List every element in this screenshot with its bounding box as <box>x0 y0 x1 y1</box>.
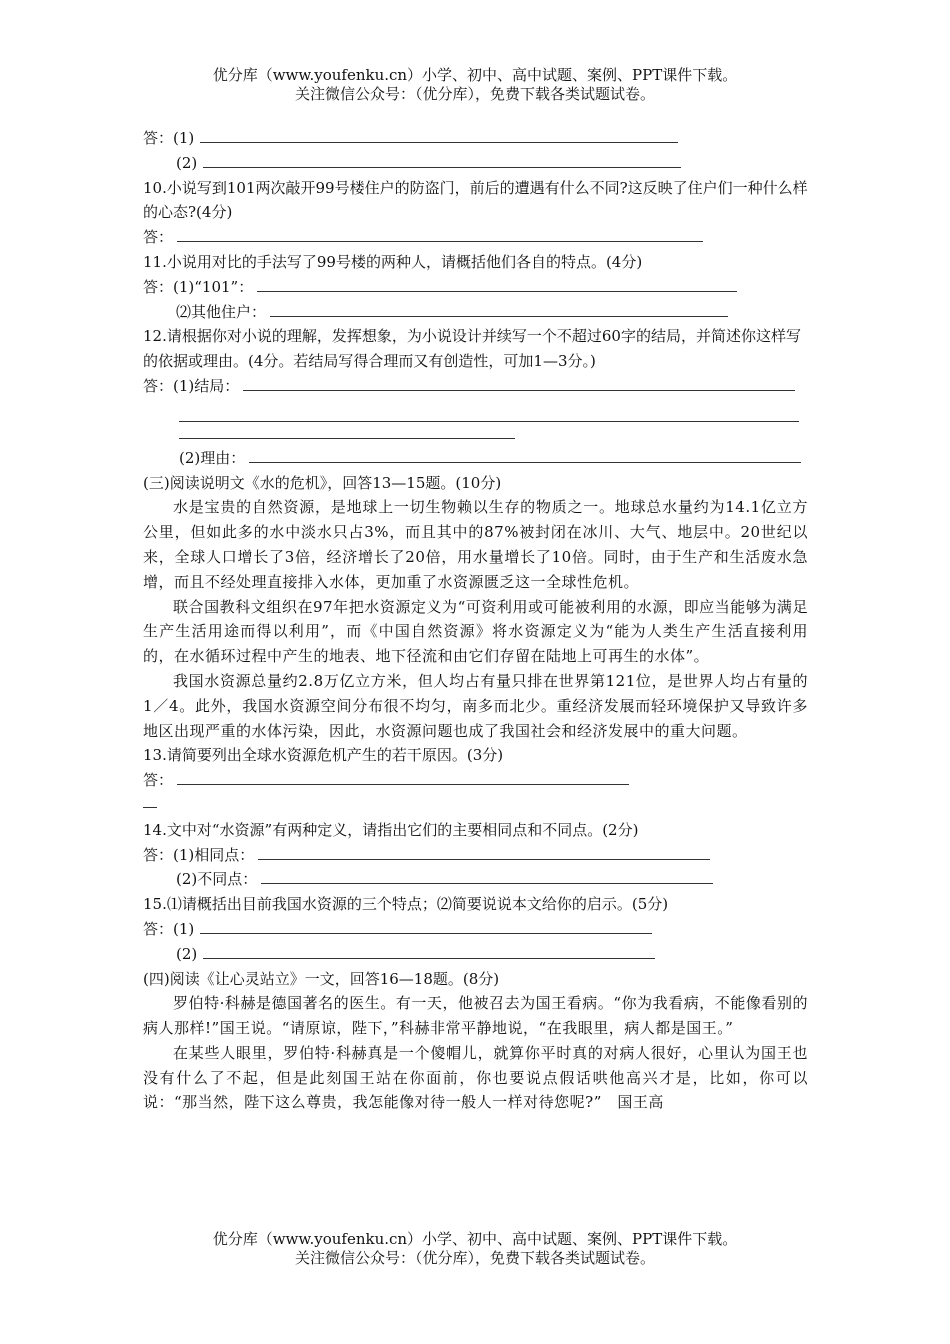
page-footer <box>0 1230 950 1268</box>
answer-blank[interactable] <box>179 424 515 439</box>
header-line-1: 优分库（www.youfenku.cn）小学、初中、高中试题、案例、PPT课件下载。 <box>212 66 738 84</box>
document-body <box>143 126 808 1115</box>
header-line-2: 关注微信公众号：（优分库），免费下载各类试题试卷。 <box>294 85 655 103</box>
q13-answer-continuation <box>143 793 808 818</box>
answer-blank[interactable] <box>177 770 629 785</box>
q9-answer-1: 答：(1) <box>143 126 808 151</box>
answer-blank[interactable] <box>243 376 795 391</box>
section-4-paragraph-2: 在某些人眼里，罗伯特·科赫真是一个傻帽儿，就算你平时真的对病人很好，心里认为国王也没有什么了不起，但是此刻国王站在你面前，你也要说点假话哄他高兴才是，比如，你可以说：“那当然，陛下这么尊贵，我怎能像对待一般人一样对待您呢?” 国王高 <box>143 1043 808 1112</box>
q12-answer-1: 答：(1)结局： <box>143 374 808 399</box>
question-13: 13.请简要列出全球水资源危机产生的若干原因。(3分) <box>143 746 504 765</box>
footer-line-2: 关注微信公众号：（优分库），免费下载各类试题试卷。 <box>294 1249 655 1267</box>
answer-blank[interactable] <box>203 153 681 168</box>
question-12: 12.请根据你对小说的理解，发挥想象，为小说设计并续写一个不超过60字的结局，并简述你这样写的依据或理由。(4分。若结局写得合理而又有创造性，可加1—3分。) <box>143 327 801 371</box>
q12-answer-2: (2)理由： <box>143 446 808 471</box>
answer-blank[interactable] <box>203 944 655 959</box>
section-3-paragraph-2: 联合国教科文组织在97年把水资源定义为“可资利用或可能被利用的水源，即应当能够为满足生产生活用途而得以利用”，而《中国自然资源》将水资源定义为“能为人类生产生活直接利用的，在水循环过程中产生的地表、地下径流和由它们存留在陆地上可再生的水体”。 <box>143 597 808 666</box>
question-11: 11.小说用对比的手法写了99号楼的两种人，请概括他们各自的特点。(4分) <box>143 252 643 271</box>
section-3-paragraph-1: 水是宝贵的自然资源，是地球上一切生物赖以生存的物质之一。地球总水量约为14.1亿立方公里，但如此多的水中淡水只占3%，而且其中的87%被封闭在冰川、大气、地层中。20世纪以来，全球人口增长了3倍，经济增长了20倍，用水量增长了10倍。同时，由于生产和生活废水急增，而且不经处理直接排入水体，更加重了水资源匮乏这一全球性危机。 <box>143 498 808 591</box>
q14-answer-1: 答：(1)相同点： <box>143 843 808 868</box>
answer-blank[interactable] <box>179 399 799 422</box>
q10-answer: 答： <box>143 225 808 250</box>
q15-answer-2: (2) <box>143 942 808 967</box>
answer-blank[interactable] <box>270 302 728 317</box>
section-3-paragraph-3: 我国水资源总量约2.8万亿立方米，但人均占有量只排在世界第121位，是世界人均占有量的1／4。此外，我国水资源空间分布很不均匀，南多而北少。重经济发展而轻环境保护又导致许多地区出现严重的水体污染，因此，水资源问题也成了我国社会和经济发展中的重大问题。 <box>143 671 808 740</box>
answer-blank[interactable] <box>249 448 801 463</box>
answer-blank[interactable] <box>258 845 710 860</box>
section-4-paragraph-1: 罗伯特·科赫是德国著名的医生。有一天，他被召去为国王看病。“你为我看病，不能像看别的病人那样!”国王说。“请原谅，陛下，”科赫非常平静地说，“在我眼里，病人都是国王。” <box>143 994 808 1038</box>
page-header <box>0 66 950 104</box>
section-4-heading: (四)阅读《让心灵站立》一文，回答16—18题。(8分) <box>143 969 500 988</box>
question-10: 10.小说写到101两次敲开99号楼住户的防盗门，前后的遭遇有什么不同?这反映了住户们一种什么样的心态?(4分) <box>143 178 808 222</box>
answer-blank-row <box>143 422 808 446</box>
q15-answer-1: 答：(1) <box>143 917 808 942</box>
q13-answer: 答： <box>143 768 808 793</box>
answer-blank[interactable] <box>257 277 737 292</box>
q11-answer-1: 答：(1)“101”： <box>143 275 808 300</box>
question-15: 15.⑴请概括出目前我国水资源的三个特点；⑵简要说说本文给你的启示。(5分) <box>143 895 669 914</box>
q9-answer-2: (2) <box>143 151 808 176</box>
q11-answer-2: ⑵其他住户： <box>143 300 808 325</box>
q14-answer-2: (2)不同点： <box>143 867 808 892</box>
section-3-heading: (三)阅读说明文《水的危机》，回答13—15题。(10分) <box>143 473 502 492</box>
question-14: 14.文中对“水资源”有两种定义，请指出它们的主要相同点和不同点。(2分) <box>143 820 639 839</box>
answer-blank[interactable] <box>143 793 157 808</box>
footer-line-1: 优分库（www.youfenku.cn）小学、初中、高中试题、案例、PPT课件下载。 <box>212 1230 738 1248</box>
answer-blank[interactable] <box>200 919 652 934</box>
answer-blank[interactable] <box>177 227 703 242</box>
answer-blank[interactable] <box>200 128 678 143</box>
answer-blank[interactable] <box>261 869 713 884</box>
